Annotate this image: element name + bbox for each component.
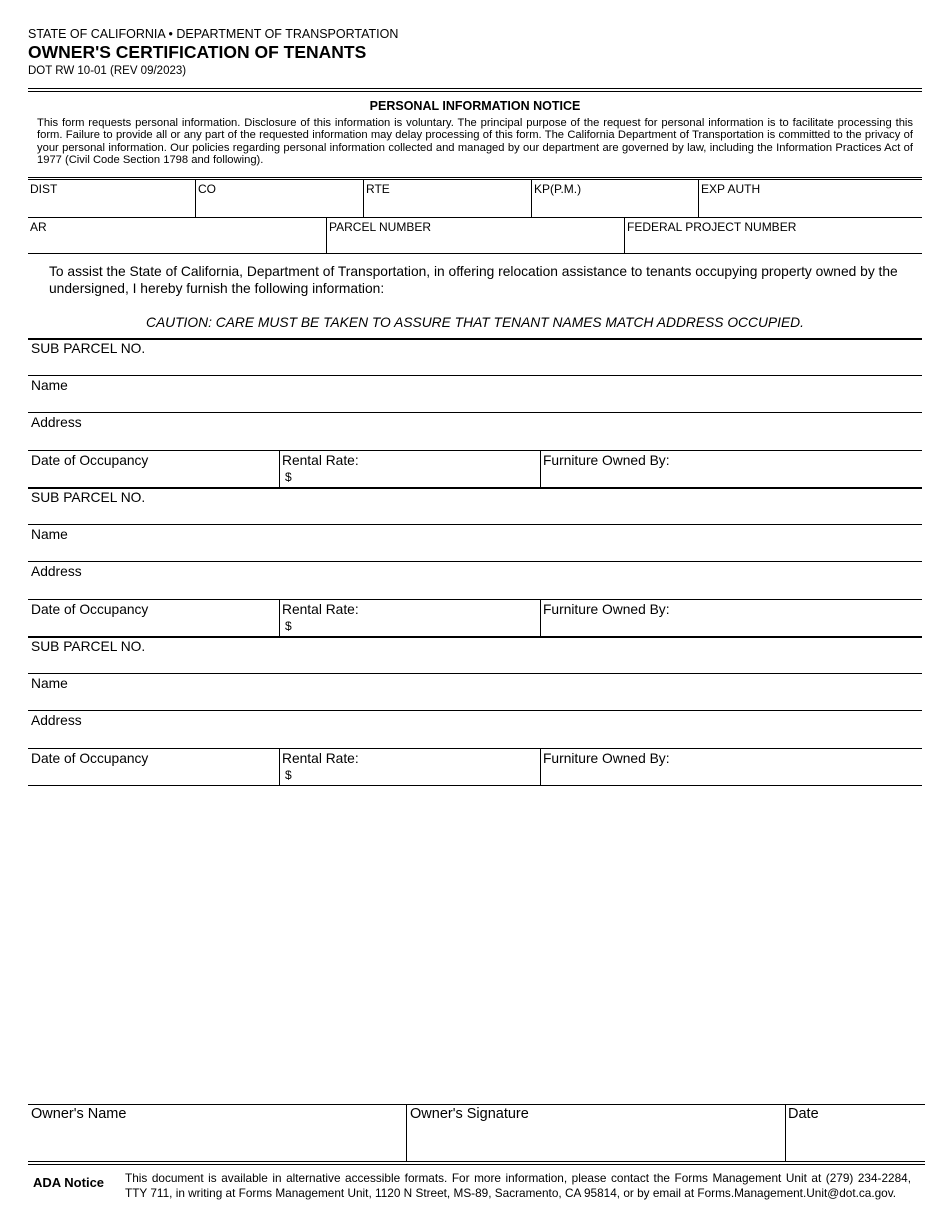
exp-auth-label: EXP AUTH [701, 182, 761, 196]
date-label: Date [788, 1106, 819, 1122]
tenant-2-dollar: $ [285, 619, 292, 633]
exp-auth-field[interactable] [698, 180, 922, 217]
tenant-3-divider-3 [28, 748, 922, 749]
ada-notice-text: This document is available in alternative accessible formats. For more information, please contact the Forms Management Unit at (279) 234-2284, TTY 711, in writing at Forms Management Unit, 1120 N Street, MS-89, Sacramento, CA 95814, or by email at Forms.Management.Unit@dot.ca.gov. [125, 1171, 911, 1200]
tenant-3-vline-1 [279, 748, 280, 785]
tenant-2-furniture-label: Furniture Owned By: [543, 602, 670, 617]
tenant-3-divider-2 [28, 710, 922, 711]
form-number: DOT RW 10-01 (REV 09/2023) [28, 65, 187, 77]
tenant-1-sub-parcel-label: SUB PARCEL NO. [31, 341, 146, 356]
tenant-2-divider-3 [28, 599, 922, 600]
tenant-1-divider-1 [28, 375, 922, 376]
header-divider [28, 88, 922, 89]
tenant-2-divider-1 [28, 524, 922, 525]
tenant-1-vline-1 [279, 450, 280, 487]
tenant-1-top-border [28, 338, 922, 340]
owners-name-field[interactable] [28, 1105, 406, 1161]
dist-label: DIST [30, 182, 58, 196]
tenant-3-date-label: Date of Occupancy [31, 751, 149, 766]
ar-field[interactable] [28, 218, 326, 254]
caution-note: CAUTION: CARE MUST BE TAKEN TO ASSURE THAT TENANT NAMES MATCH ADDRESS OCCUPIED. [146, 315, 804, 330]
dist-field[interactable] [28, 180, 195, 217]
co-field[interactable] [195, 180, 363, 217]
tenant-2-rental-label: Rental Rate: [282, 602, 359, 617]
tenant-1-furniture-label: Furniture Owned By: [543, 453, 670, 468]
tenant-3-divider-1 [28, 673, 922, 674]
ada-notice-label: ADA Notice [33, 1175, 105, 1190]
tenant-3-bottom-border [28, 785, 922, 786]
parcel-number-field[interactable] [326, 218, 624, 254]
ar-label: AR [30, 220, 47, 234]
tenant-1-vline-2 [540, 450, 541, 487]
fields-bottom-border [28, 253, 922, 254]
tenant-1-divider-3 [28, 450, 922, 451]
federal-project-number-label: FEDERAL PROJECT NUMBER [627, 220, 797, 234]
tenant-2-top-border [28, 487, 922, 489]
tenant-1-date-label: Date of Occupancy [31, 453, 149, 468]
owners-name-label: Owner's Name [31, 1106, 127, 1122]
ada-top-border [28, 1164, 925, 1165]
owners-signature-label: Owner's Signature [410, 1106, 529, 1122]
tenant-1-address-label: Address [31, 415, 82, 430]
signature-bottom-border [28, 1161, 925, 1162]
tenant-3-rental-label: Rental Rate: [282, 751, 359, 766]
tenant-2-divider-2 [28, 561, 922, 562]
tenant-3-vline-2 [540, 748, 541, 785]
kp-field[interactable] [531, 180, 698, 217]
tenant-3-dollar: $ [285, 768, 292, 782]
form-title: OWNER'S CERTIFICATION OF TENANTS [28, 42, 367, 62]
federal-project-number-field[interactable] [624, 218, 922, 254]
tenant-3-furniture-label: Furniture Owned By: [543, 751, 670, 766]
tenant-2-vline-2 [540, 599, 541, 636]
intro-statement: To assist the State of California, Department of Transportation, in offering relocation assistance to tenants occupying property owned by the undersigned, I hereby furnish the following information: [49, 264, 898, 296]
tenant-2-address-label: Address [31, 564, 82, 579]
owners-signature-field[interactable] [406, 1105, 785, 1161]
tenant-1-name-label: Name [31, 378, 68, 393]
date-field[interactable] [785, 1105, 925, 1161]
notice-title: PERSONAL INFORMATION NOTICE [369, 99, 581, 113]
tenant-3-top-border [28, 636, 922, 638]
rte-field[interactable] [363, 180, 531, 217]
tenant-2-date-label: Date of Occupancy [31, 602, 149, 617]
tenant-1-rental-label: Rental Rate: [282, 453, 359, 468]
parcel-number-label: PARCEL NUMBER [329, 220, 432, 234]
tenant-3-address-label: Address [31, 713, 82, 728]
tenant-2-name-label: Name [31, 527, 68, 542]
rte-label: RTE [366, 182, 390, 196]
kp-label: KP(P.M.) [534, 182, 582, 196]
tenant-2-sub-parcel-label: SUB PARCEL NO. [31, 490, 146, 505]
tenant-2-vline-1 [279, 599, 280, 636]
agency-name: STATE OF CALIFORNIA • DEPARTMENT OF TRANSPORTATION [28, 27, 399, 41]
fields-top-border [28, 177, 922, 178]
co-label: CO [198, 182, 216, 196]
notice-body: This form requests personal information. Disclosure of this information is voluntary. The principal purpose of the request for personal information is to facilitate processing this form. Failure to provide all or any part of the requested information may delay processing of this form. The California Department of Transportation is committed to the privacy of your personal information. Our policies regarding personal information collected and managed by our department are governed by law, including the Information Practices Act of 1977 (Civil Code Section 1798 and following). [37, 117, 913, 167]
tenant-3-sub-parcel-label: SUB PARCEL NO. [31, 639, 146, 654]
tenant-1-divider-2 [28, 412, 922, 413]
header-divider-2 [28, 91, 922, 92]
tenant-1-dollar: $ [285, 470, 292, 484]
tenant-3-name-label: Name [31, 676, 68, 691]
